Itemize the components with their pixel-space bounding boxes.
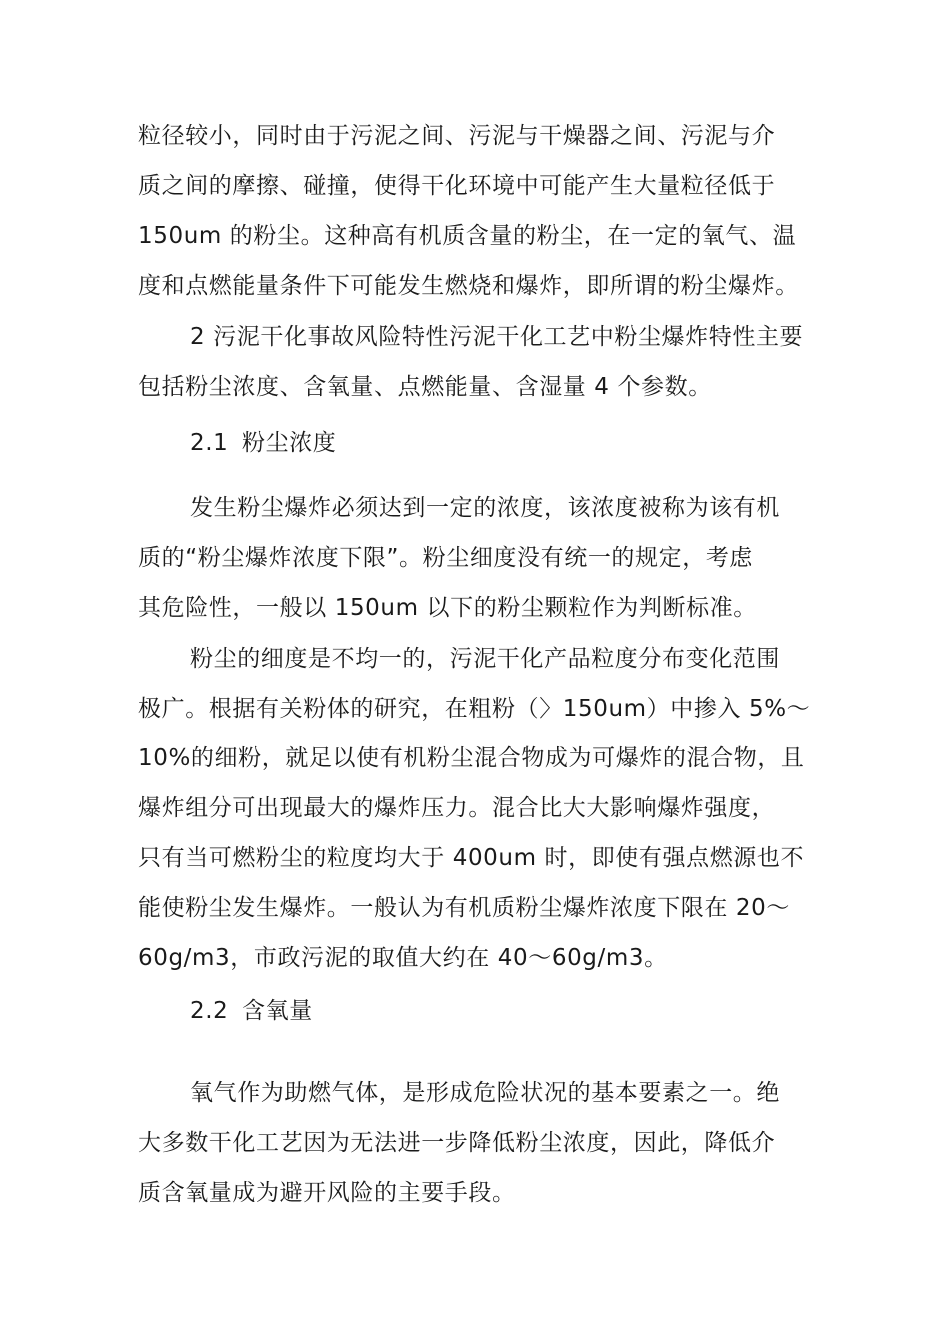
paragraph-line: 其危险性，一般以 150um 以下的粉尘颗粒作为判断标准。 (138, 595, 757, 621)
paragraph-line: 发生粉尘爆炸必须达到一定的浓度，该浓度被称为该有机 (190, 495, 780, 521)
paragraph-line: 60g/m3，市政污泥的取值大约在 40～60g/m3。 (138, 945, 668, 971)
paragraph-line: 粒径较小，同时由于污泥之间、污泥与干燥器之间、污泥与介 (138, 123, 776, 149)
paragraph-line: 氧气作为助燃气体，是形成危险状况的基本要素之一。绝 (190, 1080, 780, 1106)
paragraph-line: 150um 的粉尘。这种高有机质含量的粉尘，在一定的氧气、温 (138, 223, 797, 249)
paragraph-line: 粉尘的细度是不均一的，污泥干化产品粒度分布变化范围 (190, 646, 780, 672)
paragraph-line: 能使粉尘发生爆炸。一般认为有机质粉尘爆炸浓度下限在 20～ (138, 895, 790, 921)
paragraph-line: 极广。根据有关粉体的研究，在粗粉（〉150um）中掺入 5%～ (138, 696, 811, 722)
section-number: 2.1 (190, 430, 229, 456)
paragraph-line: 只有当可燃粉尘的粒度均大于 400um 时，即使有强点燃源也不 (138, 845, 805, 871)
paragraph-line: 度和点燃能量条件下可能发生燃烧和爆炸，即所谓的粉尘爆炸。 (138, 273, 799, 299)
paragraph-line: 质之间的摩擦、碰撞，使得干化环境中可能产生大量粒径低于 (138, 173, 776, 199)
section-heading-2-2 (190, 996, 313, 1026)
section-number: 2.2 (190, 998, 229, 1024)
paragraph-line: 10%的细粉，就足以使有机粉尘混合物成为可爆炸的混合物，且 (138, 745, 805, 771)
section-title: 粉尘浓度 (242, 430, 337, 456)
section-title: 含氧量 (242, 998, 313, 1024)
paragraph-line: 大多数干化工艺因为无法进一步降低粉尘浓度，因此，降低介 (138, 1130, 776, 1156)
paragraph-line: 包括粉尘浓度、含氧量、点燃能量、含湿量 4 个参数。 (138, 374, 712, 400)
paragraph-line: 2 污泥干化事故风险特性污泥干化工艺中粉尘爆炸特性主要 (190, 324, 804, 350)
section-heading-2-1 (190, 428, 336, 458)
paragraph-line: 质的“粉尘爆炸浓度下限”。粉尘细度没有统一的规定，考虑 (138, 545, 754, 571)
paragraph-line: 爆炸组分可出现最大的爆炸压力。混合比大大影响爆炸强度， (138, 795, 776, 821)
paragraph-line: 质含氧量成为避开风险的主要手段。 (138, 1180, 516, 1206)
